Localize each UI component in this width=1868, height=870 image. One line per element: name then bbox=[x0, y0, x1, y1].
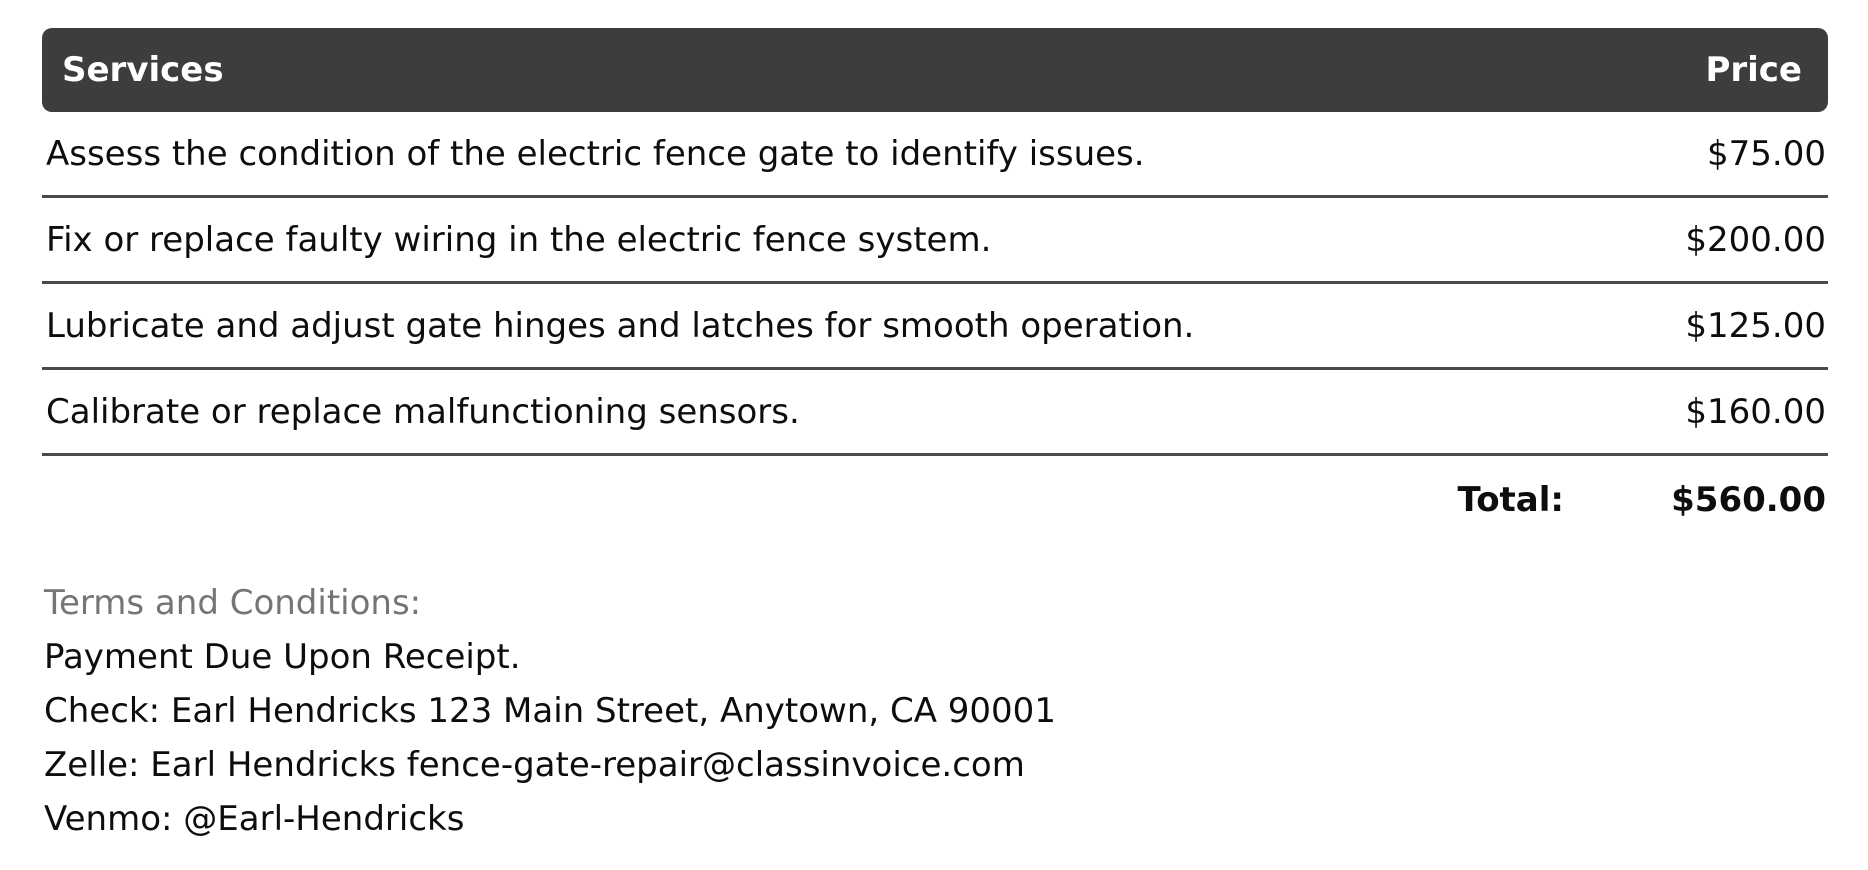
table-header-row bbox=[42, 28, 1828, 112]
terms-heading: Terms and Conditions: bbox=[44, 583, 422, 623]
service-price: $200.00 bbox=[1685, 219, 1826, 260]
total-label: Total: bbox=[1457, 480, 1564, 520]
terms-line-zelle: Zelle: Earl Hendricks fence-gate-repair@classinvoice.com bbox=[44, 745, 1025, 785]
table-row bbox=[42, 198, 1828, 284]
services-column-header: Services bbox=[62, 50, 224, 90]
service-description: Lubricate and adjust gate hinges and latches for smooth operation. bbox=[46, 305, 1195, 346]
service-price: $160.00 bbox=[1685, 391, 1826, 432]
table-row bbox=[42, 112, 1828, 198]
table-row bbox=[42, 284, 1828, 370]
services-table bbox=[42, 28, 1828, 544]
total-value: $560.00 bbox=[1671, 480, 1826, 520]
service-description: Calibrate or replace malfunctioning sensors. bbox=[46, 391, 800, 432]
terms-line-venmo: Venmo: @Earl-Hendricks bbox=[44, 799, 465, 839]
total-row bbox=[42, 456, 1828, 544]
price-column-header: Price bbox=[1705, 50, 1802, 90]
service-description: Assess the condition of the electric fence gate to identify issues. bbox=[46, 133, 1145, 174]
terms-line-payment-due: Payment Due Upon Receipt. bbox=[44, 637, 521, 677]
service-price: $125.00 bbox=[1685, 305, 1826, 346]
service-description: Fix or replace faulty wiring in the electric fence system. bbox=[46, 219, 992, 260]
terms-section bbox=[42, 576, 1828, 846]
service-price: $75.00 bbox=[1707, 133, 1826, 174]
terms-line-check: Check: Earl Hendricks 123 Main Street, Anytown, CA 90001 bbox=[44, 691, 1056, 731]
table-row bbox=[42, 370, 1828, 456]
